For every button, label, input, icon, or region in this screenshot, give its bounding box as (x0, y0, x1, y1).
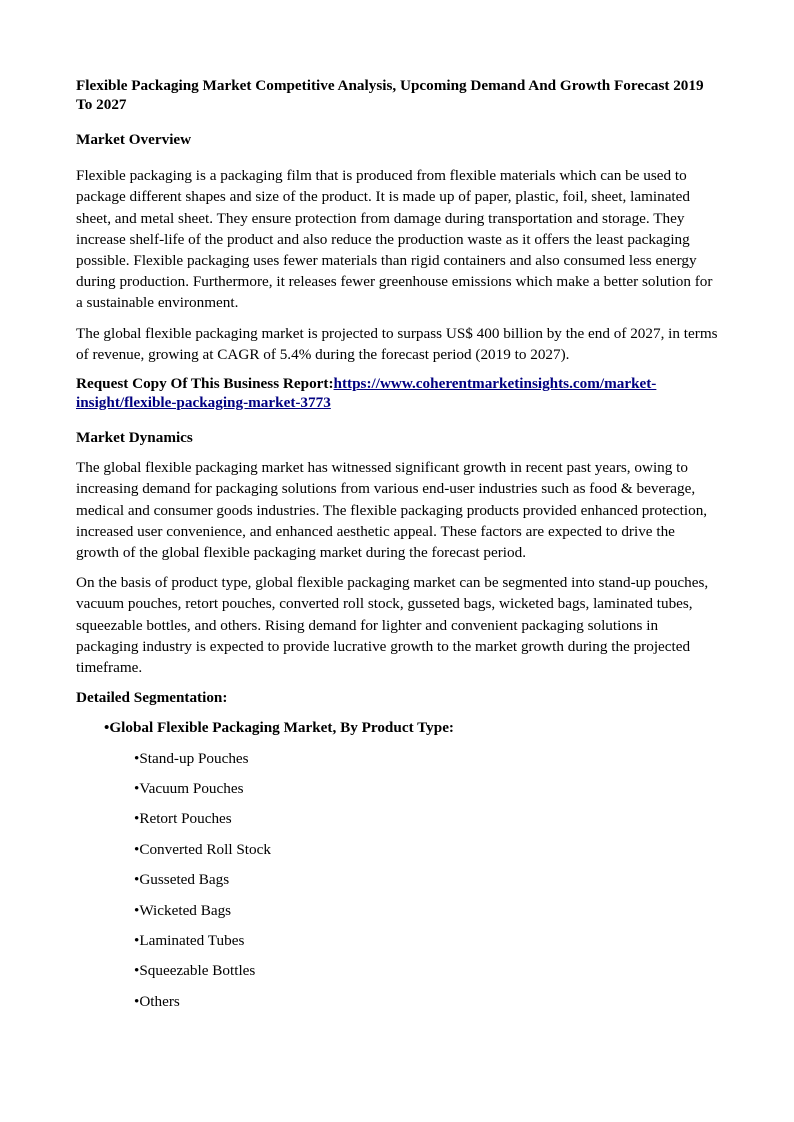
bullet-icon: • (134, 992, 140, 1010)
list-item-label: Retort Pouches (139, 810, 232, 828)
list-item (134, 839, 718, 860)
market-forecast-paragraph: The global flexible packaging market is projected to surpass US$ 400 billion by the end of 2027, in terms of revenue, growing at CAGR of 5.4% during the forecast period (2019 to 2027). (76, 324, 718, 363)
list-item-label: Others (139, 992, 180, 1010)
bullet-icon: • (134, 840, 140, 858)
list-item-label: Vacuum Pouches (139, 780, 244, 798)
request-copy-label: Request Copy Of This Business Report: (76, 375, 334, 393)
list-item (134, 930, 718, 951)
detailed-segmentation-heading: Detailed Segmentation: (76, 689, 228, 707)
report-link[interactable]: https://www.coherentmarketinsights.com/market-insight/flexible-packaging-market-3773 (76, 375, 657, 412)
bullet-icon: • (134, 780, 140, 798)
list-item (134, 900, 718, 921)
list-item (134, 778, 718, 799)
bullet-icon: • (134, 901, 140, 919)
list-item-label: Converted Roll Stock (139, 840, 271, 858)
list-item-label: Wicketed Bags (139, 901, 232, 919)
list-item (134, 748, 718, 769)
document-page (76, 76, 718, 1021)
bullet-icon: • (104, 719, 110, 737)
product-type-paragraph: On the basis of product type, global flexible packaging market can be segmented into stand-up pouches, vacuum pouches, retort pouches, converted roll stock, gusseted bags, wicketed bags, laminated tubes, squeezable bottles, and others. Rising demand for lighter and convenient packaging solutions in packaging industry is expected to provide lucrative growth to the market growth during the projected timeframe. (76, 574, 709, 677)
bullet-icon: • (134, 749, 140, 767)
list-item-label: Stand-up Pouches (139, 749, 249, 767)
bullet-icon: • (134, 871, 140, 889)
market-overview-heading: Market Overview (76, 131, 192, 148)
segmentation-list (76, 717, 718, 738)
list-item (134, 808, 718, 829)
segment-group-label: Global Flexible Packaging Market, By Product Type: (109, 719, 454, 737)
list-item-label: Squeezable Bottles (139, 962, 256, 980)
bullet-icon: • (134, 810, 140, 828)
request-copy-line (76, 374, 718, 412)
list-item (134, 991, 718, 1012)
market-dynamics-heading: Market Dynamics (76, 429, 193, 447)
market-dynamics-paragraph: The global flexible packaging market has witnessed significant growth in recent past years, owing to increasing demand for packaging solutions from various end-user industries such as food & beverage, medical and consumer goods industries. The flexible packaging products provided enhanced protection, increased user convenience, and enhanced aesthetic appeal. These factors are expected to drive the growth of the global flexible packaging market during the forecast period. (76, 459, 708, 562)
list-item-label: Laminated Tubes (139, 932, 245, 950)
document-title: Flexible Packaging Market Competitive Analysis, Upcoming Demand And Growth Forecast 2019 To 2027 (76, 77, 704, 113)
bullet-icon: • (134, 932, 140, 950)
segment-group (104, 717, 718, 738)
bullet-icon: • (134, 962, 140, 980)
list-item (134, 960, 718, 981)
market-overview-paragraph: Flexible packaging is a packaging film that is produced from flexible materials which can be used to package different shapes and size of the product. It is made up of paper, plastic, foil, sheet, laminated sheet, and metal sheet. They ensure protection from damage during transportation and storage. They increase shelf-life of the product and also reduce the production waste as it offers the least packaging possible. Flexible packaging uses fewer materials than rigid containers and also consumed less energy during production. Furthermore, it releases fewer greenhouse emissions which make a better solution for a sustainable environment. (76, 167, 713, 312)
product-type-list (76, 748, 718, 1012)
list-item (134, 869, 718, 890)
list-item-label: Gusseted Bags (139, 871, 230, 889)
